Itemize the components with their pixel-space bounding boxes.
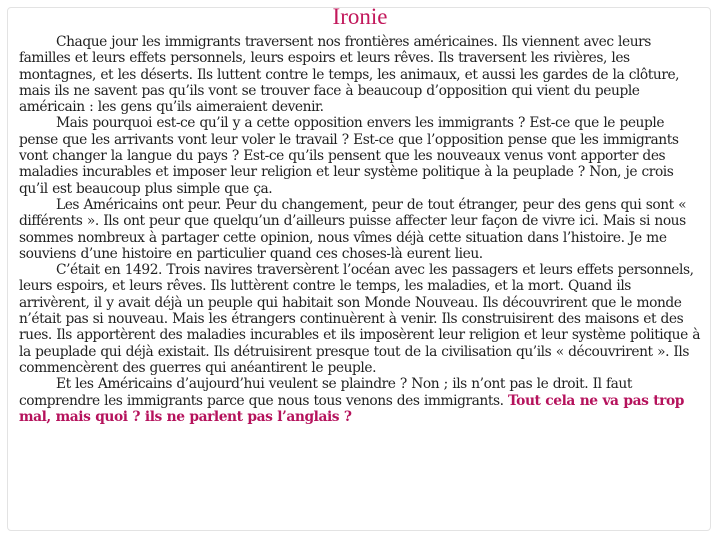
- closing-text: Et les Américains d’aujourd’hui veulent se plaindre ? Non ; ils n’ont pas le droit. Il faut comprendre les immigrants parce que nous tous venons des immigrants.: [19, 376, 632, 409]
- paragraph-2: Mais pourquoi est-ce qu’il y a cette opposition envers les immigrants ? Est-ce que le peuple pense que les arrivants vont leur voler le travail ? Est-ce que l’opposition pense que les immigrants vont changer la langue du pays ? Est-ce qu’ils pensent que les nouveaux venus vont apporter des maladies incurables et imposer leur religion et leur système politique à la peuplade ? Non, je crois qu’il est beaucoup plus simple que ça.: [19, 115, 679, 197]
- paragraph-3: Les Américains ont peur. Peur du changement, peur de tout étranger, peur des gens qui sont « différents ». Ils ont peur que quelqu’un d’ailleurs puisse affecter leur façon de vivre ici. Mais si nous sommes nombreux à partager cette opinion, nous vîmes déjà cette situation dans l’histoire. Je me souviens d’une histoire en particulier quand ces choses-là eurent lieu.: [19, 196, 687, 262]
- essay-body: [19, 34, 701, 425]
- paragraph-4: C’était en 1492. Trois navires traversèrent l’océan avec les passagers et leurs effets personnels, leurs espoirs, et leurs rêves. Ils luttèrent contre le temps, les maladies, et la mort. Quand ils arrivèrent, il y avait déjà un peuple qui habitait son Monde Nouveau. Ils découvrirent que le monde n’était pas si nouveau. Mais les étrangers continuèrent à venir. Ils construisirent des maisons et des rues. Ils apportèrent des maladies incurables et ils imposèrent leur religion et leur système politique à la peuplade qui déjà existait. Ils détruisirent presque tout de la civilisation qu’ils « découvrirent ». Ils commencèrent des guerres qui anéantirent le peuple.: [19, 262, 700, 376]
- closing-highlight: Tout cela ne va pas trop mal, mais quoi ? ils ne parlent pas l’anglais ?: [19, 392, 684, 425]
- paragraph-1: Chaque jour les immigrants traversent nos frontières américaines. Ils viennent avec leurs familles et leurs effets personnels, leurs espoirs et leurs rêves. Ils traversent les rivières, les montagnes, et les déserts. Ils luttent contre le temps, les animaux, et aussi les gardes de la clôture, mais ils ne savent pas qu’ils vont se trouver face à beaucoup d’opposition qui vient du peuple américain : les gens qu’ils aimeraient devenir.: [19, 34, 680, 116]
- paragraph-5: [19, 376, 701, 425]
- slide-title: Ironie: [332, 4, 388, 29]
